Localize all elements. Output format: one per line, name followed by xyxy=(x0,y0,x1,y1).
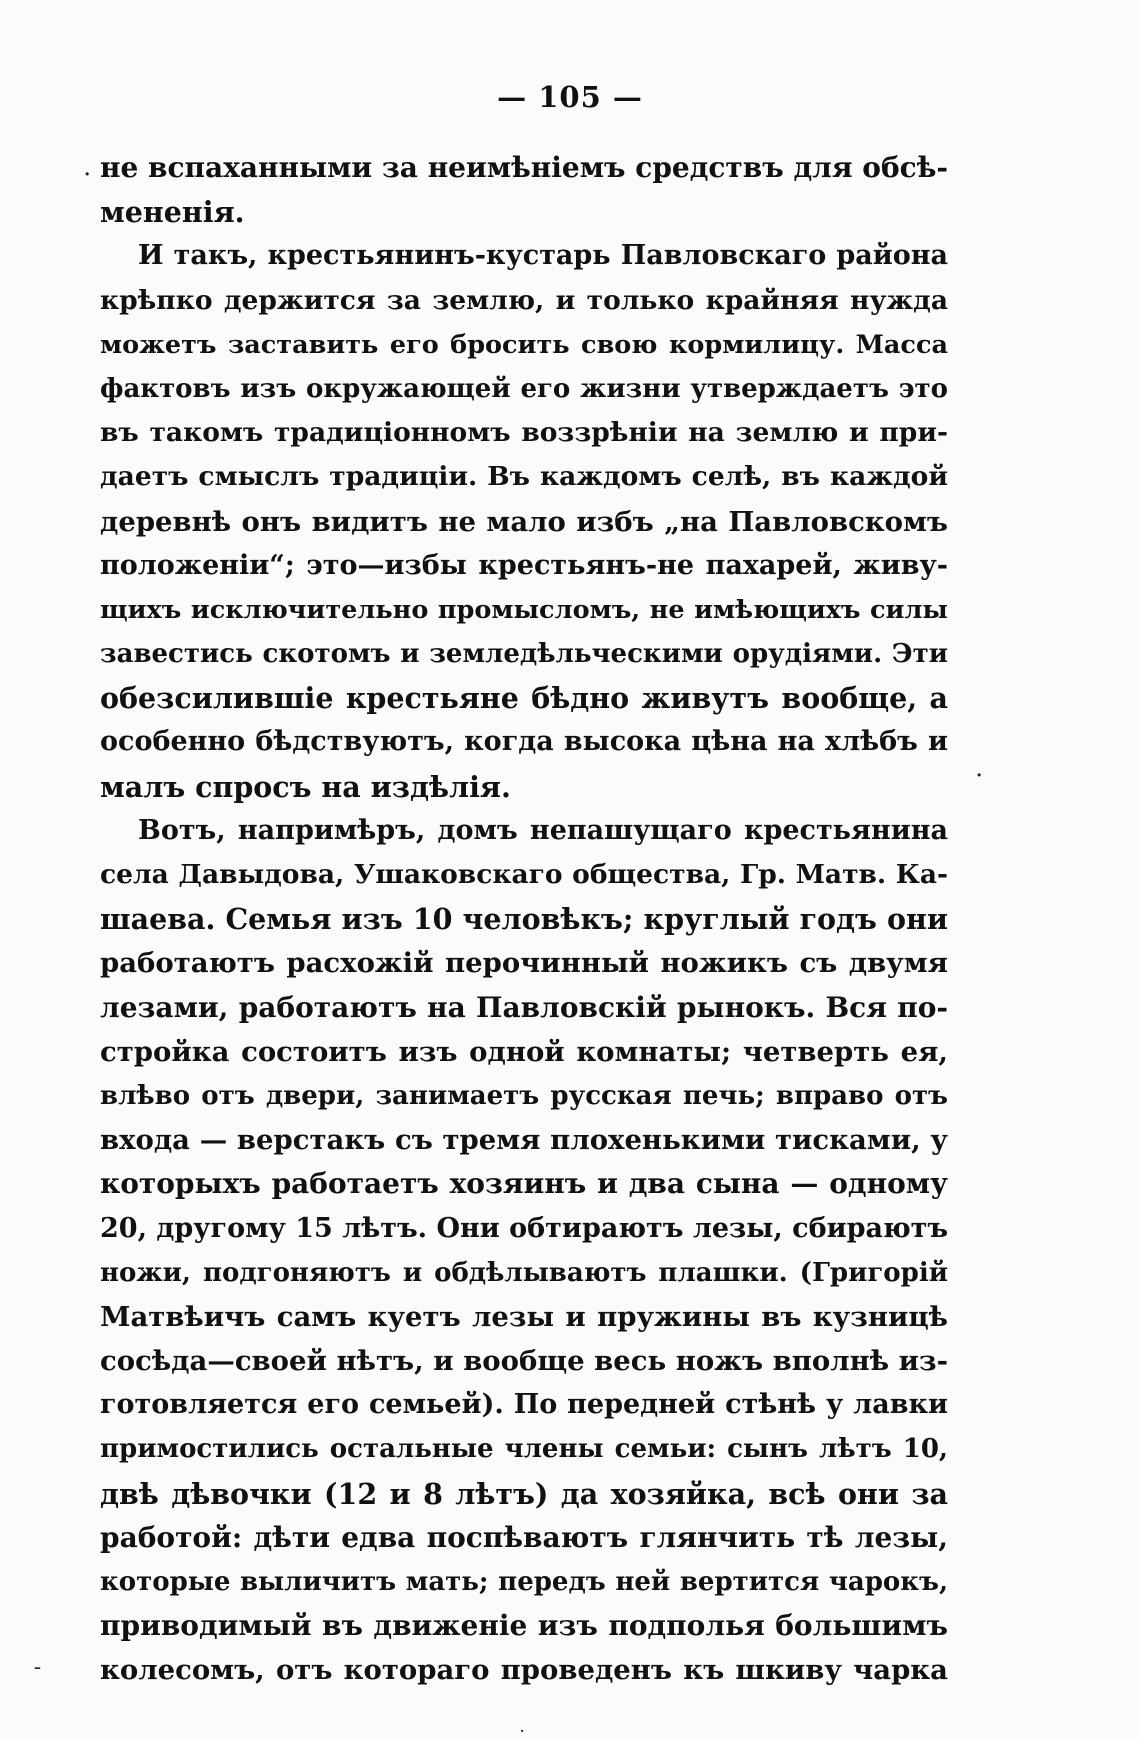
text-line: И такъ, крестьянинъ-кустарь Павловскаго района xyxy=(138,240,948,272)
text-line: сосѣда—своей нѣтъ, и вообще весь ножъ вполнѣ из- xyxy=(100,1345,948,1378)
text-line: деревнѣ онъ видитъ не мало избъ „на Павловскомъ xyxy=(100,505,948,538)
text-line: 20, другому 15 лѣтъ. Они обтираютъ лезы, сбираютъ xyxy=(100,1212,948,1244)
body-text xyxy=(100,146,948,1693)
text-line: особенно бѣдствуютъ, когда высока цѣна на хлѣбъ и xyxy=(100,726,948,758)
text-line: примостились остальные члены семьи: сынъ лѣтъ 10, xyxy=(100,1434,948,1465)
text-line: входа — верстакъ съ тремя плохенькими тисками, у xyxy=(100,1124,948,1157)
text-line: которые выличитъ мать; передъ ней вертится чарокъ, xyxy=(100,1567,948,1597)
text-line: шаева. Семья изъ 10 человѣкъ; круглый годъ они xyxy=(100,902,948,937)
text-line: обезсилившіе крестьяне бѣдно живутъ вообще, а xyxy=(100,681,948,716)
margin-dot-mark: · xyxy=(976,765,983,786)
text-line: малъ спросъ на издѣлія. xyxy=(100,769,511,804)
text-line: фактовъ изъ окружающей его жизни утверждаетъ это xyxy=(100,373,948,404)
text-line: крѣпко держится за землю, и только крайняя нужда xyxy=(100,284,948,316)
text-line: которыхъ работаетъ хозяинъ и два сына — одному xyxy=(100,1167,948,1201)
text-line: щихъ исключительно промысломъ, не имѣющихъ силы xyxy=(100,594,948,625)
text-line: лезами, работаютъ на Павловскій рынокъ. Вся по- xyxy=(100,990,948,1024)
text-line: даетъ смыслъ традиціи. Въ каждомъ селѣ, въ каждой xyxy=(100,461,948,493)
text-line: приводимый въ движеніе изъ подполья большимъ xyxy=(100,1609,948,1643)
text-line: положеніи“; это—избы крестьянъ-не пахарей, живу- xyxy=(100,549,948,581)
text-line: села Давыдова, Ушаковскаго общества, Гр. Матв. Ка- xyxy=(100,859,948,890)
text-line: стройка состоитъ изъ одной комнаты; четверть ея, xyxy=(100,1035,948,1068)
text-line: завестись скотомъ и земледѣльческими орудіями. Эти xyxy=(100,639,948,670)
margin-dot-mark: · xyxy=(520,1724,525,1738)
text-line: въ такомъ традиціонномъ воззрѣніи на землю и при- xyxy=(100,417,948,449)
text-line: работой: дѣти едва поспѣваютъ глянчить тѣ лезы, xyxy=(100,1520,948,1554)
text-line: Матвѣичъ самъ куетъ лезы и пружины въ кузницѣ xyxy=(100,1300,948,1333)
margin-dot-mark: · xyxy=(84,164,91,185)
text-line: не вспаханными за неимѣніемъ средствъ для обсѣ- xyxy=(100,151,948,184)
text-line: можетъ заставить его бросить свою кормилицу. Масса xyxy=(100,329,948,360)
text-line: Вотъ, напримѣръ, домъ непашущаго крестьянина xyxy=(138,814,948,846)
page-number: — 105 — xyxy=(497,80,643,114)
text-line: колесомъ, отъ котораго проведенъ къ шкиву чарка xyxy=(100,1654,948,1687)
text-line: ножи, подгоняютъ и обдѣлываютъ плашки. (Григорій xyxy=(100,1257,948,1288)
text-line: двѣ дѣвочки (12 и 8 лѣтъ) да хозяйка, всѣ они за xyxy=(100,1476,948,1511)
margin-dash-mark: – xyxy=(34,1660,41,1676)
text-line: мененія. xyxy=(100,195,245,230)
text-line: влѣво отъ двери, занимаетъ русская печь; вправо отъ xyxy=(100,1080,948,1111)
text-line: работаютъ расхожій перочинный ножикъ съ двумя xyxy=(100,947,948,980)
text-line: готовляется его семьей). По передней стѣнѣ у лавки xyxy=(100,1389,948,1421)
